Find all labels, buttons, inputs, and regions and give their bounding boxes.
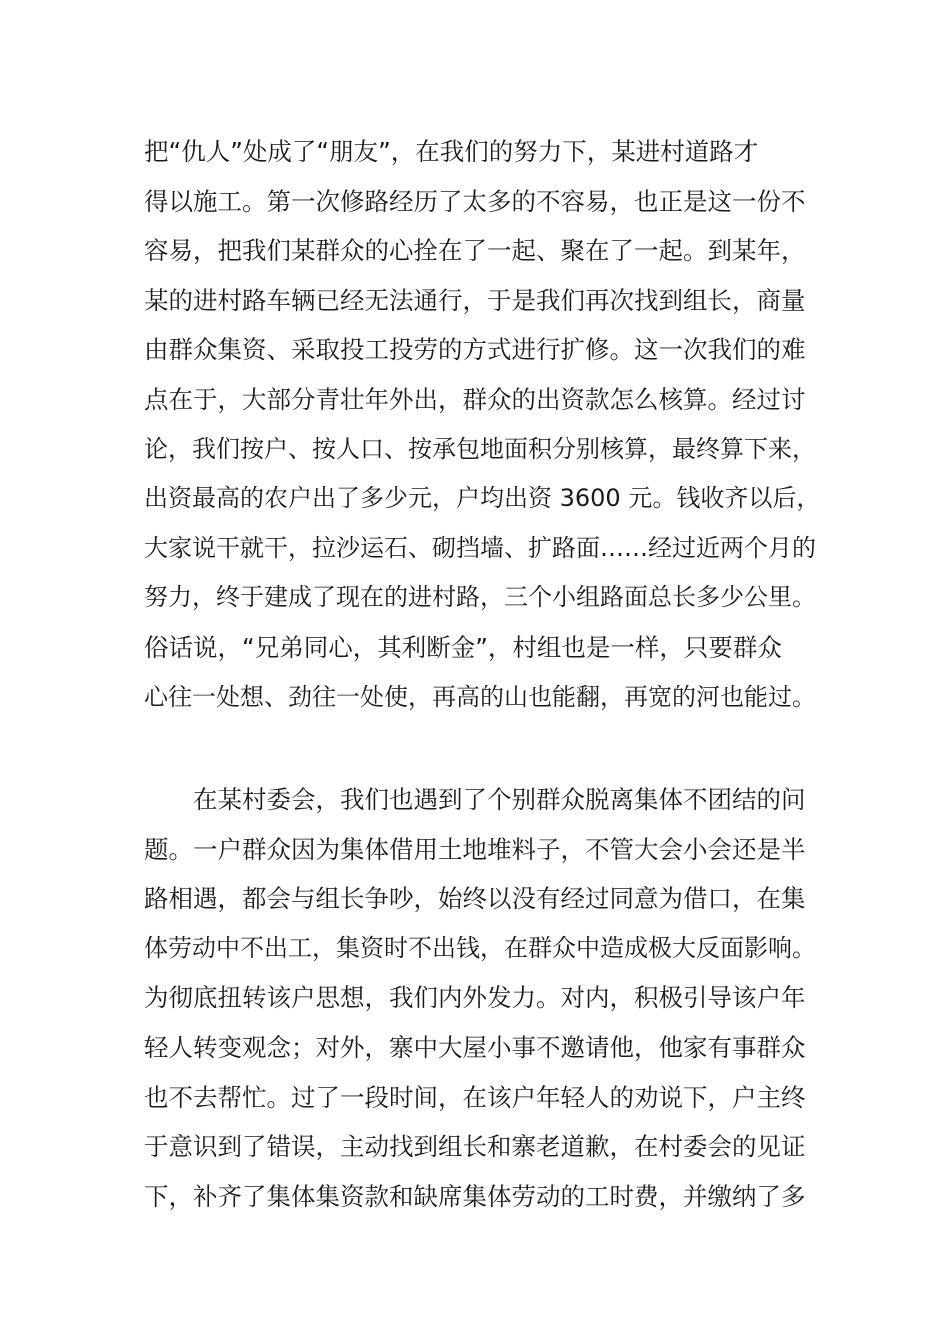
- paragraph-2: [144, 775, 824, 1221]
- text-line: 题。一户群众因为集体借用土地堆料子，不管大会小会还是半: [144, 834, 806, 864]
- text-line: 得以施工。第一次修路经历了太多的不容易，也正是这一份不: [144, 186, 806, 216]
- text-line: 由群众集资、采取投工投劳的方式进行扩修。这一次我们的难: [144, 335, 806, 365]
- text-line: 于意识到了错误，主动找到组长和寨老道歉，在村委会的见证: [144, 1132, 806, 1162]
- text-line: 俗话说，“兄弟同心，其利断金”，村组也是一样，只要群众: [144, 632, 782, 662]
- text-line: 把“仇人”处成了“朋友”，在我们的努力下，某进村道路才: [144, 137, 759, 166]
- text-line: 轻人转变观念；对外，寨中大屋小事不邀请他，他家有事群众: [144, 1032, 806, 1062]
- text-line: 也不去帮忙。过了一段时间，在该户年轻人的劝说下，户主终: [144, 1082, 806, 1112]
- text-line: 论，我们按户、按人口、按承包地面积分别核算，最终算下来，: [144, 434, 816, 463]
- text-line: 心往一处想、劲往一处使，再高的山也能翻，再宽的河也能过。: [144, 682, 816, 711]
- text-line: 某的进村路车辆已经无法通行，于是我们再次找到组长，商量: [144, 285, 806, 315]
- text-line: 努力，终于建成了现在的进村路，三个小组路面总长多少公里。: [144, 583, 816, 612]
- text-line: 体劳动中不出工，集资时不出钱，在群众中造成极大反面影响。: [144, 933, 816, 962]
- text-line: 点在于，大部分青壮年外出，群众的出资款怎么核算。经过讨: [144, 384, 806, 414]
- text-line: 容易，把我们某群众的心拴在了一起、聚在了一起。到某年，: [144, 236, 806, 266]
- text-line: 为彻底扭转该户思想，我们内外发力。对内，积极引导该户年: [144, 983, 806, 1013]
- text-line: 大家说干就干，拉沙运石、砌挡墙、扩路面……经过近两个月的: [144, 533, 816, 562]
- text-line: 出资最高的农户出了多少元，户均出资 3600 元。钱收齐以后，: [144, 484, 821, 513]
- paragraph-1: [144, 127, 824, 722]
- text-line: 在某村委会，我们也遇到了个别群众脱离集体不团结的问: [144, 785, 806, 814]
- text-line: 路相遇，都会与组长争吵，始终以没有经过同意为借口，在集: [144, 884, 806, 914]
- text-line: 下，补齐了集体集资款和缺席集体劳动的工时费，并缴纳了多: [144, 1181, 806, 1211]
